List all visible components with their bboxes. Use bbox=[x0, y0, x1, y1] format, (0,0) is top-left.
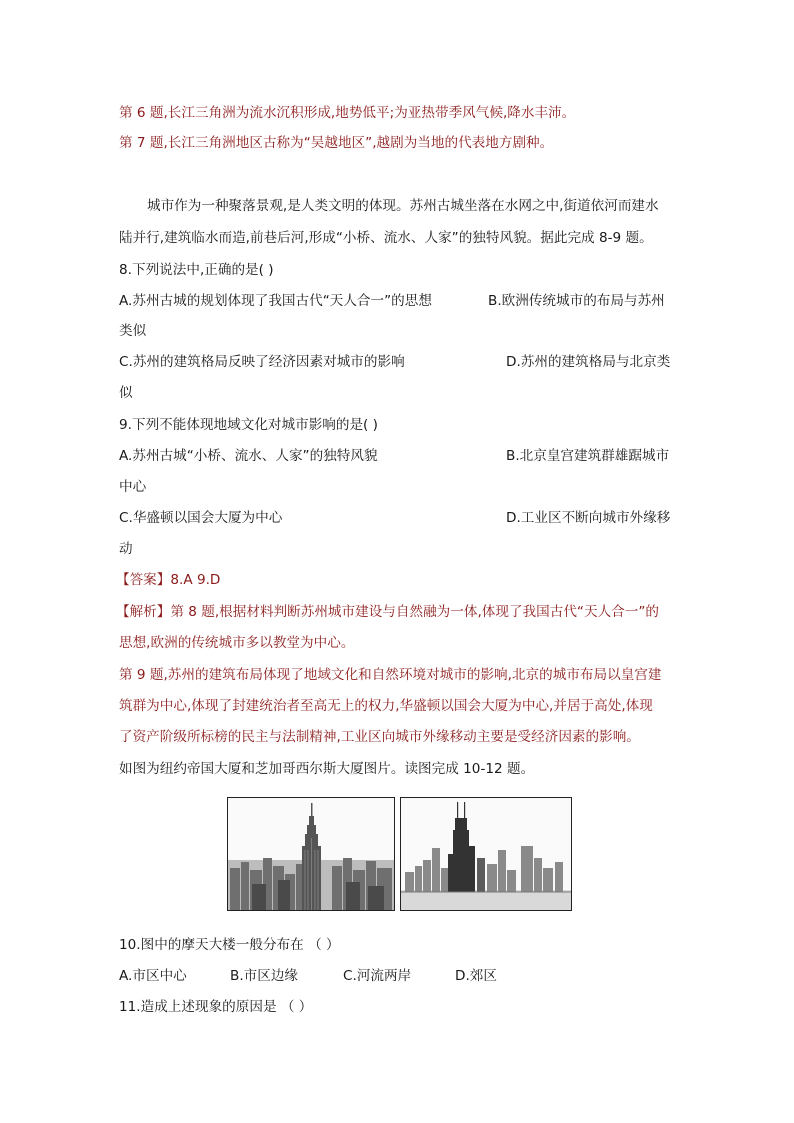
question-9-option-b: B.北京皇宫建筑群雄踞城市 bbox=[506, 448, 670, 464]
answer-label: 【答案】 bbox=[116, 572, 171, 588]
question-8-option-c: C.苏州的建筑格局反映了经济因素对城市的影响 bbox=[119, 354, 405, 370]
analysis-text-1: 第 8 题,根据材料判断苏州城市建设与自然融为一体,体现了我国古代“天人合一”的 bbox=[170, 604, 659, 620]
question-8-option-b: B.欧洲传统城市的布局与苏州 bbox=[488, 293, 665, 309]
analysis-label: 【解析】 bbox=[116, 604, 171, 620]
figure-intro: 如图为纽约帝国大厦和芝加哥西尔斯大厦图片。读图完成 10-12 题。 bbox=[119, 761, 535, 777]
empire-state-building-image bbox=[228, 798, 394, 910]
sears-tower-image bbox=[401, 798, 571, 910]
question-10-option-c: C.河流两岸 bbox=[343, 968, 412, 984]
explanation-q6: 第 6 题,长江三角洲为流水沉积形成,地势低平;为亚热带季风气候,降水丰沛。 bbox=[119, 105, 576, 121]
question-9-option-b-cont: 中心 bbox=[119, 479, 147, 495]
question-11-stem: 11.造成上述现象的原因是 （ ） bbox=[119, 999, 313, 1015]
question-8-option-d: D.苏州的建筑格局与北京类 bbox=[506, 354, 671, 370]
question-9-option-c: C.华盛顿以国会大厦为中心 bbox=[119, 510, 283, 526]
question-8-option-a: A.苏州古城的规划体现了我国古代“天人合一”的思想 bbox=[119, 293, 432, 309]
question-9-stem: 9.下列不能体现地域文化对城市影响的是( ) bbox=[119, 417, 378, 433]
answer-line bbox=[116, 571, 220, 589]
empire-state-building-photo bbox=[227, 797, 395, 911]
answer-text: 8.A 9.D bbox=[170, 572, 221, 588]
explanation-q7: 第 7 题,长江三角洲地区古称为“吴越地区”,越剧为当地的代表地方剧种。 bbox=[119, 135, 554, 151]
question-9-option-d: D.工业区不断向城市外缘移 bbox=[506, 510, 671, 526]
analysis-line-1 bbox=[116, 603, 659, 621]
question-10-stem: 10.图中的摩天大楼一般分布在 （ ） bbox=[119, 937, 340, 953]
question-8-stem: 8.下列说法中,正确的是( ) bbox=[119, 262, 274, 278]
analysis-line-3: 第 9 题,苏州的建筑布局体现了地域文化和自然环境对城市的影响,北京的城市布局以皇宫建 bbox=[119, 667, 662, 683]
question-9-option-d-cont: 动 bbox=[119, 541, 133, 557]
analysis-line-2: 思想,欧洲的传统城市多以教堂为中心。 bbox=[119, 635, 355, 651]
question-10-option-d: D.郊区 bbox=[455, 968, 497, 984]
analysis-line-5: 了资产阶级所标榜的民主与法制精神,工业区向城市外缘移动主要是受经济因素的影响。 bbox=[119, 729, 640, 745]
sears-tower-photo bbox=[400, 797, 572, 911]
question-10-option-b: B.市区边缘 bbox=[230, 968, 299, 984]
analysis-line-4: 筑群为中心,体现了封建统治者至高无上的权力,华盛顿以国会大厦为中心,并居于高处,体现 bbox=[119, 698, 653, 714]
passage-line-2: 陆并行,建筑临水而造,前巷后河,形成“小桥、流水、人家”的独特风貌。据此完成 8-9 题。 bbox=[119, 230, 653, 246]
question-8-option-b-cont: 类似 bbox=[119, 323, 147, 339]
question-8-option-d-cont: 似 bbox=[119, 385, 133, 401]
question-10-option-a: A.市区中心 bbox=[119, 968, 187, 984]
question-9-option-a: A.苏州古城“小桥、流水、人家”的独特风貌 bbox=[119, 448, 378, 464]
passage-line-1: 城市作为一种聚落景观,是人类文明的体现。苏州古城坐落在水网之中,街道依河而建水 bbox=[147, 198, 659, 214]
